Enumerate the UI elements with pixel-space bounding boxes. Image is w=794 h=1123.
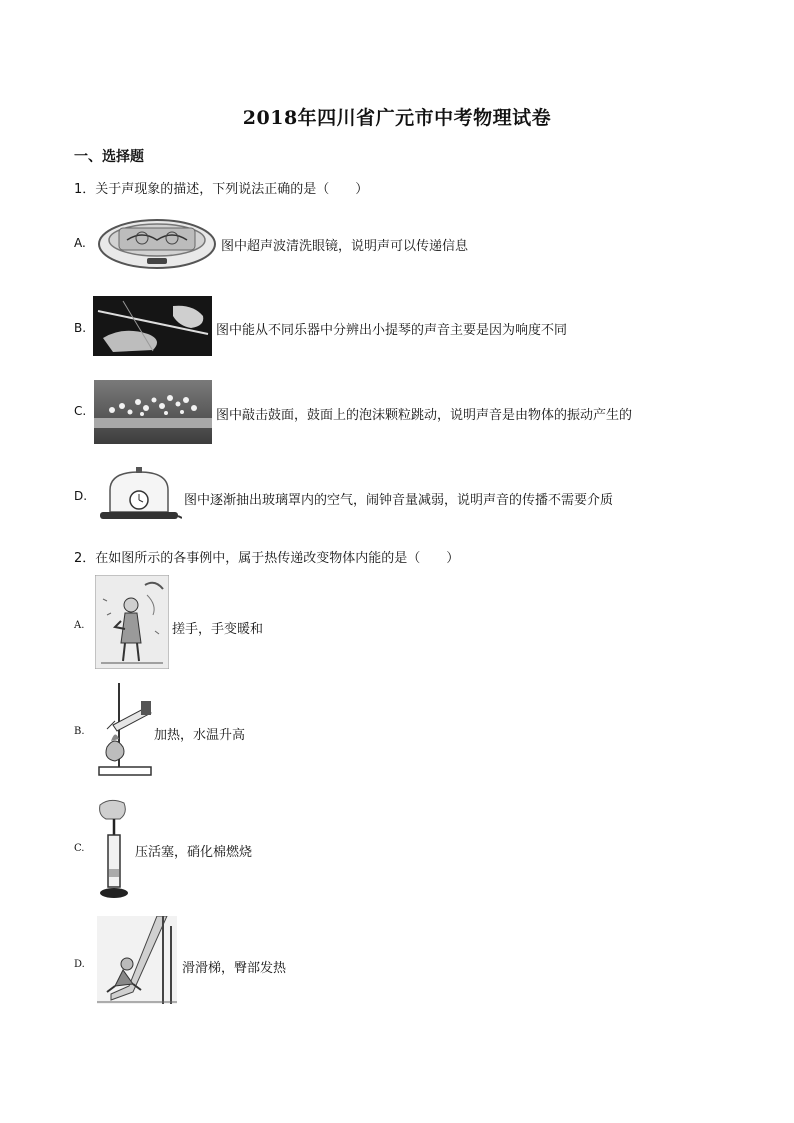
- option-text: 加热，水温升高: [154, 728, 246, 743]
- rubbing-hands-image: [95, 575, 169, 669]
- piston-cylinder-image: [96, 797, 132, 901]
- option-text: 图中敲击鼓面，鼓面上的泡沫颗粒跳动，说明声音是由物体的振动产生的: [216, 408, 633, 423]
- section-heading: 一、选择题: [74, 149, 144, 165]
- option-text: 滑滑梯，臀部发热: [182, 961, 287, 976]
- option-letter: A.: [74, 236, 86, 250]
- violin-image: [93, 296, 212, 356]
- option-letter: B.: [74, 726, 85, 737]
- option-letter: D.: [74, 489, 88, 503]
- question-1-stem: 1．关于声现象的描述，下列说法正确的是（ ）: [74, 182, 369, 197]
- question-2-stem: 2．在如图所示的各事例中，属于热传递改变物体内能的是（ ）: [74, 551, 460, 566]
- option-letter: C.: [74, 404, 87, 418]
- option-letter: B.: [74, 321, 87, 335]
- ultrasonic-cleaner-image: [97, 214, 217, 270]
- option-text: 图中能从不同乐器中分辨出小提琴的声音主要是因为响度不同: [216, 323, 568, 338]
- option-text: 搓手，手变暖和: [172, 622, 264, 637]
- heating-test-tube-image: [97, 681, 153, 777]
- option-text: 图中逐渐抽出玻璃罩内的空气，闹钟音量减弱，说明声音的传播不需要介质: [184, 493, 614, 508]
- page-title: 2018年四川省广元市中考物理试卷: [242, 107, 552, 129]
- option-text: 图中超声波清洗眼镜，说明声可以传递信息: [221, 239, 469, 254]
- slide-image: [97, 916, 177, 1004]
- bell-jar-image: [96, 466, 182, 528]
- drum-foam-image: [94, 380, 212, 444]
- option-text: 压活塞，硝化棉燃烧: [135, 845, 253, 860]
- option-letter: A.: [74, 620, 85, 631]
- option-letter: D.: [74, 959, 85, 970]
- option-letter: C.: [74, 843, 85, 854]
